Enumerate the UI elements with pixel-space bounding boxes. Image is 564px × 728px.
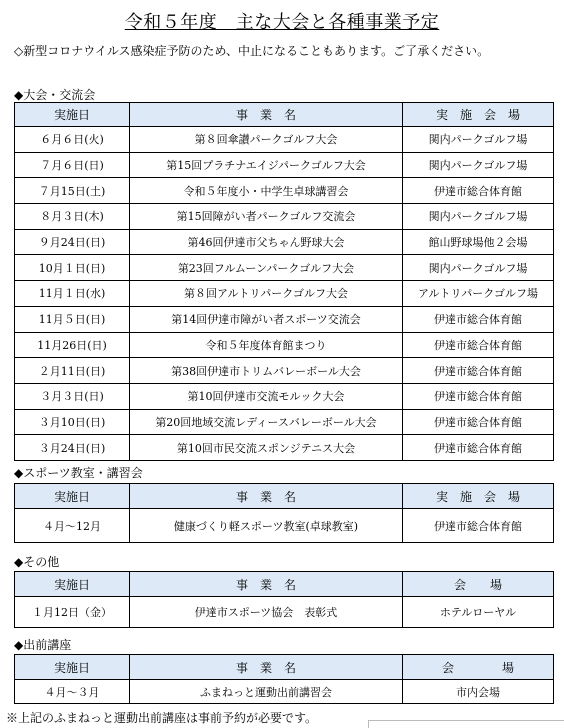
event-name-cell: 第15回障がい者パークゴルフ交流会 [130, 204, 403, 230]
venue-cell: 伊達市総合体育館 [403, 306, 554, 332]
section-heading-outreach: ◆出前講座 [14, 638, 72, 652]
date-cell: １月12日（金） [15, 597, 130, 628]
section-heading-events: ◆大会・交流会 [14, 88, 96, 102]
table-row [15, 178, 554, 204]
table-row [15, 680, 554, 704]
date-cell: ４月～３月 [15, 680, 130, 704]
event-name-cell: ふまねっと運動出前講習会 [130, 680, 403, 704]
footnote: ※上記のふまねっと運動出前講座は事前予約が必要です。 [6, 711, 318, 725]
event-name-cell: 令和５年度小・中学生卓球講習会 [130, 178, 403, 204]
event-name-cell: 第46回伊達市父ちゃん野球大会 [130, 229, 403, 255]
table-row [15, 358, 554, 384]
header-date: 実施日 [15, 572, 130, 597]
header-venue: 会 場 [403, 655, 554, 680]
classes-table [14, 483, 554, 543]
venue-cell: 伊達市総合体育館 [403, 332, 554, 358]
venue-cell: 伊達市総合体育館 [403, 358, 554, 384]
table-row [15, 509, 554, 543]
venue-cell: 館山野球場他２会場 [403, 229, 554, 255]
event-name-cell: 第10回伊達市交流モルック大会 [130, 383, 403, 409]
event-name-cell: 第38回伊達市トリムバレーボール大会 [130, 358, 403, 384]
header-event-name: 事 業 名 [130, 572, 403, 597]
header-event-name: 事 業 名 [130, 655, 403, 680]
table-row [15, 152, 554, 178]
venue-cell: 伊達市総合体育館 [403, 178, 554, 204]
header-date: 実施日 [15, 103, 130, 127]
header-date: 実施日 [15, 655, 130, 680]
event-name-cell: 第８回傘讃パークゴルフ大会 [130, 127, 403, 153]
event-name-cell: 第14回伊達市障がい者スポーツ交流会 [130, 306, 403, 332]
date-cell: ３月10日(日) [15, 409, 130, 435]
date-cell: 11月５日(日) [15, 306, 130, 332]
table-row [15, 204, 554, 230]
venue-cell: 関内パークゴルフ場 [403, 152, 554, 178]
date-cell: ７月６日(日) [15, 152, 130, 178]
date-cell: 10月１日(日) [15, 255, 130, 281]
venue-cell: 伊達市総合体育館 [403, 509, 554, 543]
venue-cell: 伊達市総合体育館 [403, 435, 554, 461]
event-name-cell: 第15回プラチナエイジパークゴルフ大会 [130, 152, 403, 178]
event-name-cell: 第８回アルトリパークゴルフ大会 [130, 281, 403, 307]
table-row [15, 255, 554, 281]
venue-cell: 関内パークゴルフ場 [403, 204, 554, 230]
outreach-table [14, 654, 554, 704]
venue-cell: アルトリパークゴルフ場 [403, 281, 554, 307]
date-cell: ４月～12月 [15, 509, 130, 543]
date-cell: 11月26日(日) [15, 332, 130, 358]
section-heading-other: ◆その他 [14, 555, 60, 569]
table-row [15, 435, 554, 461]
venue-cell: 関内パークゴルフ場 [403, 127, 554, 153]
event-name-cell: 伊達市スポーツ協会 表彰式 [130, 597, 403, 628]
table-header-row [15, 572, 554, 597]
event-name-cell: 健康づくり軽スポーツ教室(卓球教室) [130, 509, 403, 543]
table-header-row [15, 484, 554, 509]
event-name-cell: 第23回フルムーンパークゴルフ大会 [130, 255, 403, 281]
table-row [15, 127, 554, 153]
events-table [14, 102, 554, 461]
table-header-row [15, 103, 554, 127]
other-table [14, 571, 554, 628]
header-venue: 実 施 会 場 [403, 484, 554, 509]
event-name-cell: 令和５年度体育館まつり [130, 332, 403, 358]
date-cell: ９月24日(日) [15, 229, 130, 255]
header-venue: 実 施 会 場 [403, 103, 554, 127]
venue-cell: ホテルローヤル [403, 597, 554, 628]
venue-cell: 市内会場 [403, 680, 554, 704]
venue-cell: 伊達市総合体育館 [403, 409, 554, 435]
venue-cell: 伊達市総合体育館 [403, 383, 554, 409]
table-row [15, 229, 554, 255]
header-venue: 会 場 [403, 572, 554, 597]
date-cell: ７月15日(土) [15, 178, 130, 204]
date-cell: ２月11日(日) [15, 358, 130, 384]
event-name-cell: 第10回市民交流スポンジテニス大会 [130, 435, 403, 461]
header-event-name: 事 業 名 [130, 103, 403, 127]
table-row [15, 332, 554, 358]
header-date: 実施日 [15, 484, 130, 509]
covid-notice: ◇新型コロナウイルス感染症予防のため、中止になることもあります。ご了承ください。 [14, 44, 490, 58]
page-title: 令和５年度 主な大会と各種事業予定 [124, 12, 440, 33]
section-heading-classes: ◆スポーツ教室・講習会 [14, 466, 143, 480]
venue-cell: 関内パークゴルフ場 [403, 255, 554, 281]
date-cell: ３月24日(日) [15, 435, 130, 461]
event-name-cell: 第20回地域交流レディースバレーボール大会 [130, 409, 403, 435]
table-row [15, 409, 554, 435]
table-header-row [15, 655, 554, 680]
date-cell: ８月３日(木) [15, 204, 130, 230]
table-row [15, 306, 554, 332]
table-row [15, 597, 554, 628]
date-cell: ６月６日(火) [15, 127, 130, 153]
table-row [15, 383, 554, 409]
header-event-name: 事 業 名 [130, 484, 403, 509]
date-cell: ３月３日(日) [15, 383, 130, 409]
date-cell: 11月１日(水) [15, 281, 130, 307]
table-row [15, 281, 554, 307]
